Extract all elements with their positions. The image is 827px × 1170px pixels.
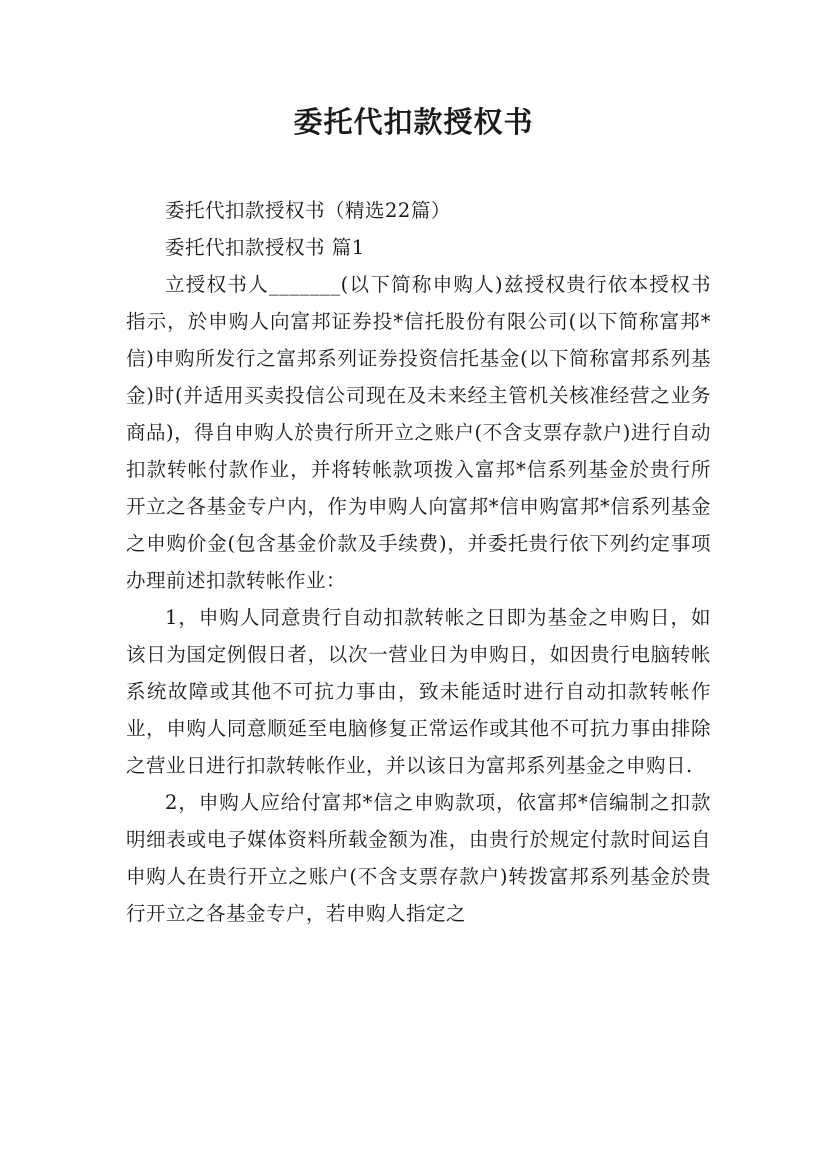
paragraph-clause-2: 2，申购人应给付富邦*信之申购款项，依富邦*信编制之扣款明细表或电子媒体资料所载金额为准，由贵行於规定付款时间运自申购人在贵行开立之账户(不含支票存款户)转拨富邦系列基金於贵行开立之各基金专户，若申购人指定之 [126, 791, 711, 925]
document-title: 委托代扣款授权书 [293, 105, 534, 139]
document-body [126, 192, 711, 932]
section-heading: 委托代扣款授权书 篇1 [165, 236, 365, 259]
paragraph-intro: 立授权书人_______(以下简称申购人)兹授权贵行依本授权书指示，於申购人向富邦证券投*信托股份有限公司(以下简称富邦*信)申购所发行之富邦系列证券投资信托基金(以下简称富邦系列基金)时(并适用买卖投信公司现在及未来经主管机关核准经营之业务商品)，得自申购人於贵行所开立之账户(不含支票存款户)进行自动扣款转帐付款作业，并将转帐款项拨入富邦*信系列基金於贵行所开立之各基金专户内，作为申购人向富邦*信申购富邦*信系列基金之申购价金(包含基金价款及手续费)，并委托贵行依下列约定事项办理前述扣款转帐作业： [126, 273, 711, 592]
paragraph-clause-1: 1，申购人同意贵行自动扣款转帐之日即为基金之申购日，如该日为国定例假日者，以次一营业日为申购日，如因贵行电脑转帐系统故障或其他不可抗力事由，致未能适时进行自动扣款转帐作业，申购人同意顺延至电脑修复正常运作或其他不可抗力事由排除之营业日进行扣款转帐作业，并以该日为富邦系列基金之申购日. [126, 606, 711, 777]
subtitle-line: 委托代扣款授权书（精选22篇） [165, 199, 451, 222]
